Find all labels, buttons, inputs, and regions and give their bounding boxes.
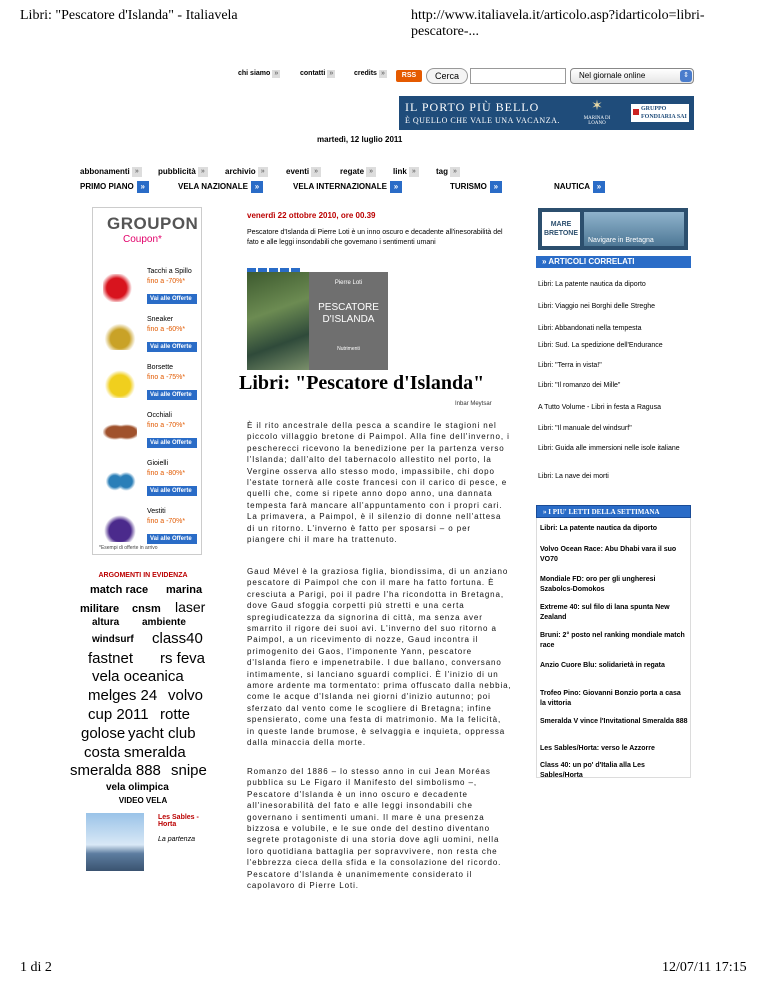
item-name: Vestiti <box>147 508 166 515</box>
tag-link[interactable]: snipe <box>171 762 207 779</box>
current-date: martedì, 12 luglio 2011 <box>317 135 403 144</box>
groupon-coupon: Coupon* <box>123 234 162 245</box>
nav-label: eventi <box>286 167 310 177</box>
logo-line1: GRUPPO <box>641 106 667 112</box>
video-subtitle: La partenza <box>158 836 195 843</box>
most-read-link[interactable]: Volvo Ocean Race: Abu Dhabi vara il suo VO70 <box>540 546 677 563</box>
tag-link[interactable]: costa smeralda <box>84 744 186 761</box>
search-input[interactable] <box>470 68 566 84</box>
nav-label: VELA NAZIONALE <box>178 182 248 192</box>
nav-label: tag <box>436 167 448 177</box>
tag-link[interactable]: yacht club <box>128 725 196 742</box>
tag-link[interactable]: match race <box>90 584 149 596</box>
most-read-heading: » I PIU' LETTI DELLA SETTIMANA <box>536 505 691 518</box>
nav-contatti[interactable] <box>300 70 335 78</box>
nav-label: archivio <box>225 167 256 177</box>
cover-title: PESCATORE D'ISLANDA <box>318 302 379 325</box>
nav-label: TURISMO <box>450 182 487 192</box>
most-read-link[interactable]: Mondiale FD: oro per gli ungheresi Szabolcs-Domokos <box>540 576 656 593</box>
tag-link[interactable]: laser <box>175 599 206 615</box>
marina-logo <box>575 98 619 128</box>
search-scope-select[interactable] <box>570 68 694 84</box>
nav-label: VELA INTERNAZIONALE <box>293 182 387 192</box>
select-value: Nel giornale online <box>579 71 646 80</box>
chevron-updown-icon: ⇕ <box>680 70 692 82</box>
nav-turismo[interactable] <box>450 181 502 193</box>
nav-label: chi siamo <box>238 70 271 77</box>
arrow-icon: » <box>490 181 502 193</box>
tag-cloud <box>70 570 208 793</box>
marina-name: MARINA DI LOANO <box>583 116 611 126</box>
arrow-icon: » <box>327 70 335 78</box>
related-link[interactable]: Libri: "Il romanzo dei Mille" <box>538 382 621 389</box>
arrow-icon: » <box>409 167 419 177</box>
rss-button[interactable]: RSS <box>396 70 422 82</box>
arrow-icon: » <box>379 70 387 78</box>
most-read-link[interactable]: Anzio Cuore Blu: solidarietà in regata <box>540 662 665 669</box>
item-price: fino a -70%* <box>147 422 186 429</box>
offers-button[interactable]: Vai alle Offerte <box>147 390 197 400</box>
nav-label: abbonamenti <box>80 167 130 177</box>
most-read-list <box>536 518 691 778</box>
tag-link[interactable]: marina <box>166 584 203 596</box>
cover-author: Pierre Loti <box>334 280 363 286</box>
related-link[interactable]: Libri: Viaggio nei Borghi delle Streghe <box>538 303 656 310</box>
related-link[interactable]: Libri: La patente nautica da diporto <box>538 281 646 288</box>
tag-link[interactable]: vela oceanica <box>92 668 184 685</box>
arrow-icon: » <box>390 181 402 193</box>
nav-regate[interactable] <box>340 167 376 177</box>
sunglasses-icon <box>103 418 137 446</box>
article-paragraph: Gaud Mével è la graziosa figlia, biondissima, di un anziano pescatore di Paimpol che con il mare ha fatto fortuna. È cresciuta a Parigi, poi il padre l'ha ricondotta in Bretagna, dove Gaud sfoggia corpetti più stretti e una certa spregiudicatezza da signorina di città, ma senza aver smarrito il rigore dei suoi avi. L'inverno del suo ritorno a Paimpol, a un ricevimento di nozze, Gaud incontra il primogenito dei Gaos, l'imponente Yann, pescatore d'Islanda fiero e impenetrabile. I due ballano, conversano intimamente, si lanciano sguardi complici. È l'inizio di un amore ardente ma tormentato: prima offuscato dalla nebbia, come le acque d'Islanda nei giorni d'inizio autunno; poi sferzato dal vento come le scogliere di Bretagna; infine spensierato, come una festa di matrimonio. Ma la felicità, in queste lande brumose, è selvaggia e inquieta, oppressa dalla minaccia della morte. <box>247 567 512 748</box>
related-link[interactable]: Libri: "Terra in vista!" <box>538 362 602 369</box>
nav-credits[interactable] <box>354 70 387 78</box>
nav-eventi[interactable] <box>286 167 321 177</box>
arrow-icon: » <box>272 70 280 78</box>
cover-photo <box>247 272 309 370</box>
related-link[interactable]: Libri: Guida alle immersioni nelle isole italiane <box>538 445 680 452</box>
nav-chi-siamo[interactable] <box>238 70 280 78</box>
article-date: venerdì 22 ottobre 2010, ore 00.39 <box>247 211 376 220</box>
nav-pubblicita[interactable] <box>158 167 208 177</box>
logo-square-icon <box>633 109 639 115</box>
heels-icon <box>103 274 137 302</box>
item-price: fino a -60%* <box>147 326 186 333</box>
compass-icon: ✶ <box>591 99 603 114</box>
arrow-icon: » <box>366 167 376 177</box>
item-name: Gioielli <box>147 460 169 467</box>
arrow-icon: » <box>258 167 268 177</box>
offers-button[interactable]: Vai alle Offerte <box>147 438 197 448</box>
tag-link[interactable]: windsurf <box>92 634 134 645</box>
tag-link[interactable]: volvo <box>168 687 204 704</box>
nav-tag[interactable] <box>436 167 460 177</box>
related-link[interactable]: Libri: Sud. La spedizione dell'Endurance <box>538 342 663 349</box>
article-paragraph: È il rito ancestrale della pesca a scandire le stagioni nel piccolo villaggio bretone di Paimpol. Alla fine dell'inverno, i pescherecci ricevono la benedizione per la partenza verso l'Islanda; dall'alto del tabernacolo allestito nel porto, la Vergine osserva allo stesso modo, impassibile, chi dopo l'estate tornerà alle coste francesi con il carico di pesce, e quelli che, come si ripete anno dopo anno, una dannata tempesta farà mancare all'appuntamento con i propri cari. La primavera, a Paimpol, è il silenzio di donne nell'attesa di un ritorno. L'inverno è fatto per sposarsi – o per piangere chi il mare ha trattenuto. <box>247 421 510 545</box>
article-byline: Inbar Meytsar <box>455 401 492 407</box>
nav-archivio[interactable] <box>225 167 268 177</box>
tag-link[interactable]: militare <box>80 603 120 615</box>
arrow-icon: » <box>198 167 208 177</box>
banner-line1: IL PORTO PIÙ BELLO <box>405 100 540 114</box>
arrow-icon: » <box>593 181 605 193</box>
tag-cloud-heading: ARGOMENTI IN EVIDENZA <box>98 572 188 579</box>
cover-panel <box>309 272 388 370</box>
banner-line2: È QUELLO CHE VALE UNA VACANZA. <box>405 116 560 125</box>
most-read-link[interactable]: Les Sables/Horta: verso le Azzorre <box>540 745 655 752</box>
offers-button[interactable]: Vai alle Offerte <box>147 534 197 544</box>
print-url: http://www.italiavela.it/articolo.asp?idarticolo=libri-pescatore-... <box>411 8 705 39</box>
groupon-item <box>93 266 201 314</box>
nav-label: contatti <box>300 70 326 77</box>
related-link[interactable]: Libri: La nave dei morti <box>538 473 609 480</box>
article-headline: Libri: "Pescatore d'Islanda" <box>239 372 485 394</box>
nav-nautica[interactable] <box>554 181 605 193</box>
most-read-link[interactable]: Libri: La patente nautica da diporto <box>540 525 658 532</box>
cover-publisher: Nutrimenti <box>337 346 360 352</box>
tag-link[interactable]: cnsm <box>132 603 161 615</box>
video-widget <box>78 796 208 878</box>
nav-label: pubblicità <box>158 167 196 177</box>
arrow-icon: » <box>137 181 149 193</box>
groupon-note: *Esempi di offerte in arrivo <box>99 545 158 551</box>
item-price: fino a -75%* <box>147 374 186 381</box>
tag-link[interactable]: golose <box>81 725 126 742</box>
nav-label: PRIMO PIANO <box>80 182 134 192</box>
most-read-link[interactable]: Bruni: 2° posto nel ranking mondiale match race <box>540 632 685 649</box>
groupon-item <box>93 314 201 362</box>
most-read-link[interactable]: Extreme 40: sul filo di lana spunta New Zealand <box>540 604 670 621</box>
groupon-logo: GROUPON <box>107 214 199 233</box>
item-price: fino a -80%* <box>147 470 186 477</box>
arrow-icon: » <box>311 167 321 177</box>
print-page-number: 1 di 2 <box>20 960 52 975</box>
groupon-item <box>93 410 201 458</box>
related-link[interactable]: Libri: Abbandonati nella tempesta <box>538 325 642 332</box>
sneaker-icon <box>103 322 137 350</box>
tag-link[interactable]: fastnet <box>88 650 134 667</box>
nav-vela-nazionale[interactable] <box>178 181 263 193</box>
print-datetime: 12/07/11 17:15 <box>662 960 747 975</box>
tag-link[interactable]: rotte <box>160 706 191 723</box>
mare-image <box>584 212 684 246</box>
video-heading: VIDEO VELA <box>118 796 168 805</box>
video-thumbnail[interactable] <box>86 813 144 871</box>
item-price: fino a -70%* <box>147 518 186 525</box>
offers-button[interactable]: Vai alle Offerte <box>147 486 197 496</box>
related-link[interactable]: Libri: "Il manuale del windsurf" <box>538 425 632 432</box>
search-button[interactable]: Cerca <box>426 68 468 84</box>
tag-link[interactable]: rs feva <box>160 650 206 667</box>
book-cover <box>247 272 388 370</box>
logo-line2: FONDIARIA SAI <box>641 114 687 120</box>
groupon-item <box>93 362 201 410</box>
arrow-icon: » <box>132 167 142 177</box>
tag-link[interactable]: melges 24 <box>88 687 158 704</box>
nav-label: link <box>393 167 407 177</box>
tag-link[interactable]: cup 2011 <box>88 706 149 723</box>
nav-label: NAUTICA <box>554 182 590 192</box>
nav-link[interactable] <box>393 167 419 177</box>
nav-abbonamenti[interactable] <box>80 167 142 177</box>
video-title[interactable]: Les Sables - Horta <box>158 814 199 828</box>
mare-bretone-ad[interactable] <box>538 208 688 250</box>
tag-link[interactable]: smeralda 888 <box>70 762 161 779</box>
handbag-icon <box>103 370 137 398</box>
nav-primo-piano[interactable] <box>80 181 149 193</box>
article-paragraph: Romanzo del 1886 – lo stesso anno in cui Jean Moréas pubblica su Le Figaro il Manifesto del simbolismo –, Pescatore d'Islanda è un inno oscuro e decadente all'inesorabilità del fato e alle leggi insondabili che governano i sentimenti umani. Il mare è una presenza bizzosa e volubile, e le sue onde del destino diventano segrete protagoniste di una storia dove agli uomini, nella loro quotidiana battaglia per sopravvivere, non resta che l'ebbrezza cieca della sfida e la consolazione del ricordo. Pescatore d'Islanda è unanimemente considerato il capolavoro di Pierre Loti. <box>247 767 502 891</box>
offers-button[interactable]: Vai alle Offerte <box>147 342 197 352</box>
nav-vela-internazionale[interactable] <box>293 181 402 193</box>
groupon-item <box>93 458 201 506</box>
nav-label: credits <box>354 70 377 77</box>
related-heading: » ARTICOLI CORRELATI <box>536 256 691 268</box>
offers-button[interactable]: Vai alle Offerte <box>147 294 197 304</box>
item-price: fino a -70%* <box>147 278 186 285</box>
mare-logo: MARE BRETONE <box>542 212 580 246</box>
tag-link[interactable]: class40 <box>152 630 203 647</box>
fondiaria-logo <box>631 104 689 122</box>
mare-caption: Navigare in Bretagna <box>588 237 654 244</box>
item-name: Borsette <box>147 364 174 371</box>
most-read-link[interactable]: Smeralda V vince l'Invitational Smeralda 888 <box>540 718 688 725</box>
tag-link[interactable]: altura <box>92 617 120 628</box>
most-read-link[interactable]: Class 40: un po' d'Italia alla Les Sables/Horta <box>540 762 645 779</box>
article-summary: Pescatore d'Islanda di Pierre Loti è un inno oscuro e decadente all'inesorabilità del fato e alle leggi insondabili che governano i sentimenti umani <box>247 229 503 246</box>
arrow-icon: » <box>251 181 263 193</box>
related-link[interactable]: A Tutto Volume - Libri in festa a Ragusa <box>538 404 661 411</box>
nav-label: regate <box>340 167 365 177</box>
item-name: Tacchi a Spillo <box>147 268 192 275</box>
earrings-icon <box>103 466 137 494</box>
banner-ad[interactable] <box>399 96 694 130</box>
tag-link[interactable]: vela olimpica <box>106 782 169 793</box>
tag-link[interactable]: ambiente <box>142 617 186 628</box>
groupon-ad[interactable] <box>92 207 202 555</box>
item-name: Sneaker <box>147 316 174 323</box>
item-name: Occhiali <box>147 412 172 419</box>
most-read-link[interactable]: Trofeo Pino: Giovanni Bonzio porta a casa la vittoria <box>540 690 681 707</box>
arrow-icon: » <box>450 167 460 177</box>
print-page-title: Libri: "Pescatore d'Islanda" - Italiavela <box>20 8 238 23</box>
dress-icon <box>103 514 137 542</box>
